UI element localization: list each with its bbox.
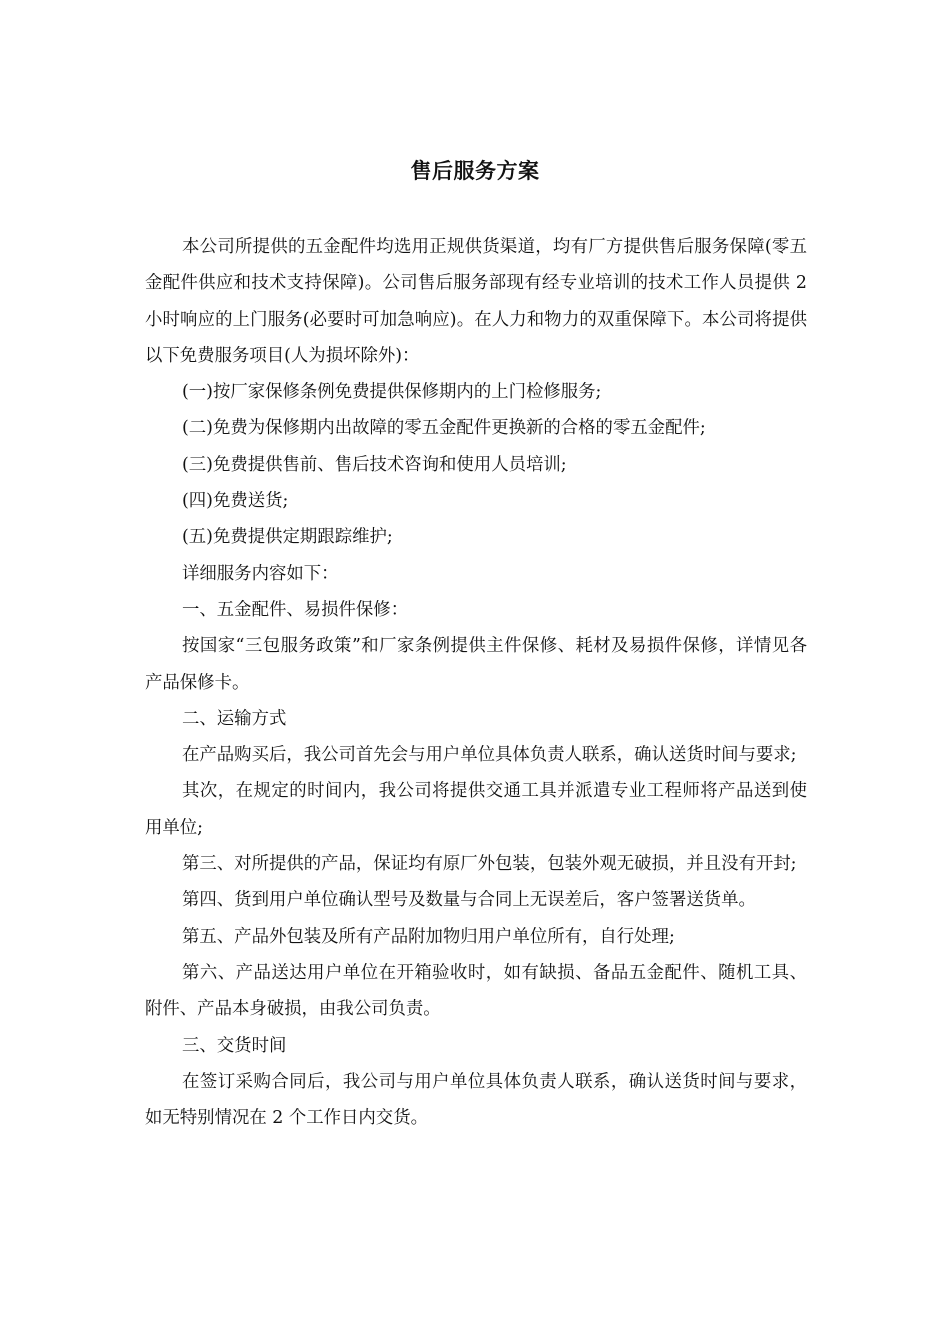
paragraph-transport-3: 第三、对所提供的产品，保证均有原厂外包装，包装外观无破损，并且没有开封;: [182, 854, 797, 875]
paragraph-intro: 本公司所提供的五金配件均选用正规供货渠道，均有厂方提供售后服务保障(零五金配件供应和技术支持保障)。公司售后服务部现有经专业培训的技术工作人员提供 2 小时响应的上门服务(必要时可加急响应)。在人力和物力的双重保障下。本公司将提供以下免费服务项目(人为损坏除外)：: [145, 237, 807, 366]
paragraph-details-intro: 详细服务内容如下：: [182, 563, 339, 584]
document-title: 售后服务方案: [410, 159, 540, 183]
paragraph-service-2: (二)免费为保修期内出故障的零五金配件更换新的合格的零五金配件;: [182, 418, 706, 439]
paragraph-service-1: (一)按厂家保修条例免费提供保修期内的上门检修服务;: [182, 382, 602, 403]
document-body: [145, 229, 807, 1136]
paragraph-delivery: 在签订采购合同后，我公司与用户单位具体负责人联系，确认送货时间与要求，如无特别情况在 2 个工作日内交货。: [145, 1071, 807, 1129]
paragraph-service-5: (五)免费提供定期跟踪维护;: [182, 527, 393, 548]
paragraph-transport-6: 第六、产品送达用户单位在开箱验收时，如有缺损、备品五金配件、随机工具、附件、产品本身破损，由我公司负责。: [145, 962, 807, 1020]
paragraph-transport-4: 第四、货到用户单位确认型号及数量与合同上无误差后，客户签署送货单。: [182, 890, 756, 911]
paragraph-service-4: (四)免费送货;: [182, 491, 289, 512]
section-heading-delivery: 三、交货时间: [182, 1035, 287, 1056]
section-heading-warranty: 一、五金配件、易损件保修：: [182, 599, 409, 620]
paragraph-transport-1: 在产品购买后，我公司首先会与用户单位具体负责人联系，确认送货时间与要求;: [182, 745, 797, 766]
paragraph-warranty: 按国家“三包服务政策”和厂家条例提供主件保修、耗材及易损件保修，详情见各产品保修卡。: [145, 636, 807, 693]
paragraph-transport-5: 第五、产品外包装及所有产品附加物归用户单位所有，自行处理;: [182, 926, 675, 947]
paragraph-service-3: (三)免费提供售前、售后技术咨询和使用人员培训;: [182, 454, 567, 475]
paragraph-transport-2: 其次，在规定的时间内，我公司将提供交通工具并派遣专业工程师将产品送到使用单位;: [145, 781, 807, 838]
section-heading-transport: 二、运输方式: [182, 708, 287, 729]
